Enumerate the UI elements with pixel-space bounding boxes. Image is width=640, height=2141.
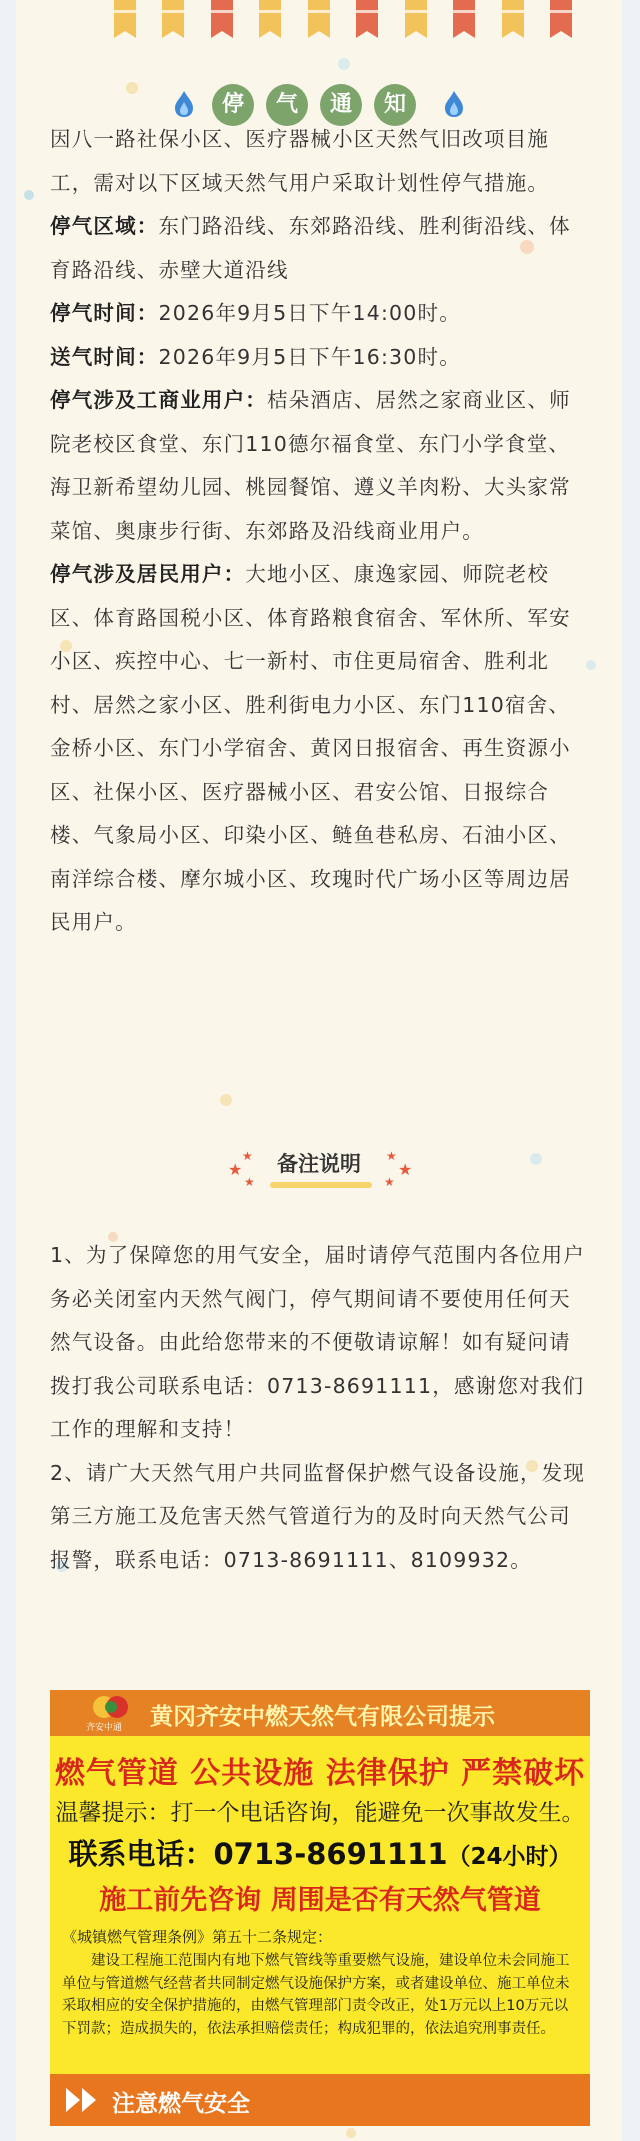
- outage-time: [50, 292, 588, 336]
- phone-number: 0713-8691111: [213, 1837, 448, 1871]
- remarks-body: [50, 1234, 588, 1582]
- bunting-flag: [162, 0, 184, 38]
- regulation-text: 建设工程施工范围内有地下燃气管线等重要燃气设施，建设单位未会同施工单位与管道燃气经营者共同制定燃气设施保护方案，或者建设单位、施工单位未采取相应的安全保护措施的，由燃气管理部门责令改正，处1万元以上10万元以下罚款；造成损失的，依法承担赔偿责任；构成犯罪的，依法追究刑事责任。: [62, 1953, 570, 2037]
- poster-headline: 燃气管道 公共设施 法律保护 严禁破坏: [54, 1756, 586, 1791]
- outage-area: [50, 205, 588, 292]
- bunting-flag: [405, 0, 427, 38]
- poster-slogan: 注意燃气安全: [112, 2091, 250, 2117]
- notice-intro: 因八一路社保小区、医疗器械小区天然气旧改项目施工，需对以下区域天然气用户采取计划性停气措施。: [50, 127, 550, 195]
- star-icon: ★: [228, 1160, 243, 1179]
- bunting-flag: [259, 0, 281, 38]
- chevron-right-icon: [82, 2088, 96, 2112]
- bunting-flag: [114, 0, 136, 38]
- logo-text: 齐安中通: [86, 1723, 123, 1733]
- title-char: 知: [374, 84, 416, 126]
- star-icon: ★: [398, 1160, 413, 1179]
- notice-page: [16, 0, 622, 2141]
- bunting-flag: [502, 0, 524, 38]
- resume-time-value: 2026年9月5日下午16:30时。: [158, 344, 461, 369]
- star-icon: ★: [244, 1175, 255, 1189]
- remark-item: 2、请广大天然气用户共同监督保护燃气设备设施，发现第三方施工及危害天然气管道行为的及时向天然气公司报警，联系电话：0713-8691111、8109932。: [50, 1460, 586, 1572]
- company-name: 黄冈齐安中燃天然气有限公司提示: [150, 1703, 495, 1730]
- star-icon: ★: [384, 1175, 395, 1189]
- phone-note: （24小时）: [447, 1844, 572, 1870]
- poster-header: [50, 1690, 590, 1736]
- title-char: 通: [320, 84, 362, 126]
- outage-area-label: 停气区域：: [50, 214, 159, 238]
- decor-dot: [346, 2128, 356, 2138]
- remarks-heading: [16, 1148, 622, 1208]
- title-char: 气: [266, 84, 308, 126]
- remark-item: 1、为了保障您的用气安全，届时请停气范围内各位用户务必关闭室内天然气阀门，停气期间请不要使用任何天然气设备。由此给您带来的不便敬请谅解！如有疑问请拨打我公司联系电话：0713-8691111，感谢您对我们工作的理解和支持！: [50, 1243, 586, 1441]
- phone-label: 联系电话：: [68, 1837, 214, 1871]
- bunting-flag: [550, 0, 572, 38]
- bunting-flag: [308, 0, 330, 38]
- poster-footer: [50, 2074, 590, 2126]
- resume-time: [50, 336, 588, 380]
- resume-time-label: 送气时间：: [50, 344, 159, 369]
- bunting-flag: [356, 0, 378, 38]
- flame-icon: [444, 90, 464, 118]
- residential-users-label: 停气涉及居民用户：: [50, 562, 246, 586]
- residential-users: [50, 553, 588, 945]
- remarks-underline: [270, 1182, 372, 1188]
- outage-time-value: 2026年9月5日下午14:00时。: [158, 301, 461, 325]
- bunting-flag: [211, 0, 233, 38]
- outage-area-value: 东门路沿线、东郊路沿线、胜利街沿线、体育路沿线、赤壁大道沿线: [50, 214, 571, 282]
- poster-phone: [50, 1832, 590, 1873]
- commercial-users-label: 停气涉及工商业用户：: [50, 388, 267, 412]
- residential-users-value: 大地小区、康逸家园、师院老校区、体育路国税小区、体育路粮食宿舍、军休所、军安小区、疾控中心、七一新村、市住更局宿舍、胜利北村、居然之家小区、胜利街电力小区、东门110宿舍、金桥小区、东门小学宿舍、黄冈日报宿舍、再生资源小区、社保小区、医疗器械小区、君安公馆、日报综合楼、气象局小区、印染小区、鲢鱼巷私房、石油小区、南洋综合楼、摩尔城小区、玫瑰时代广场小区等周边居民用户。: [50, 562, 571, 934]
- remarks-title: 备注说明: [277, 1152, 361, 1176]
- poster-tip: 温馨提示：打一个电话咨询，能避免一次事故发生。: [55, 1800, 585, 1826]
- bunting-decoration: [16, 0, 622, 50]
- regulation-title: 《城镇燃气管理条例》第五十二条规定：: [62, 1928, 333, 1946]
- flame-icon: [174, 90, 194, 118]
- commercial-users-value: 桔朵酒店、居然之家商业区、师院老校区食堂、东门110德尔福食堂、东门小学食堂、海卫新希望幼儿园、桃园餐馆、遵义羊肉粉、大头家常菜馆、奥康步行街、东郊路及沿线商业用户。: [50, 388, 571, 543]
- outage-time-label: 停气时间：: [50, 301, 159, 325]
- safety-poster: [50, 1690, 590, 2126]
- decor-dot: [220, 1094, 232, 1106]
- poster-ask: 施工前先咨询 周围是否有天然气管道: [99, 1885, 541, 1916]
- title-char: 停: [212, 84, 254, 126]
- commercial-users: [50, 379, 588, 553]
- company-logo-icon: [90, 1693, 132, 1721]
- bunting-flag: [453, 0, 475, 38]
- chevron-right-icon: [66, 2088, 80, 2112]
- notice-body: [50, 118, 588, 945]
- decor-dot: [24, 190, 34, 200]
- star-icon: ★: [386, 1149, 397, 1163]
- decor-dot: [338, 58, 350, 70]
- star-icon: ★: [242, 1149, 253, 1163]
